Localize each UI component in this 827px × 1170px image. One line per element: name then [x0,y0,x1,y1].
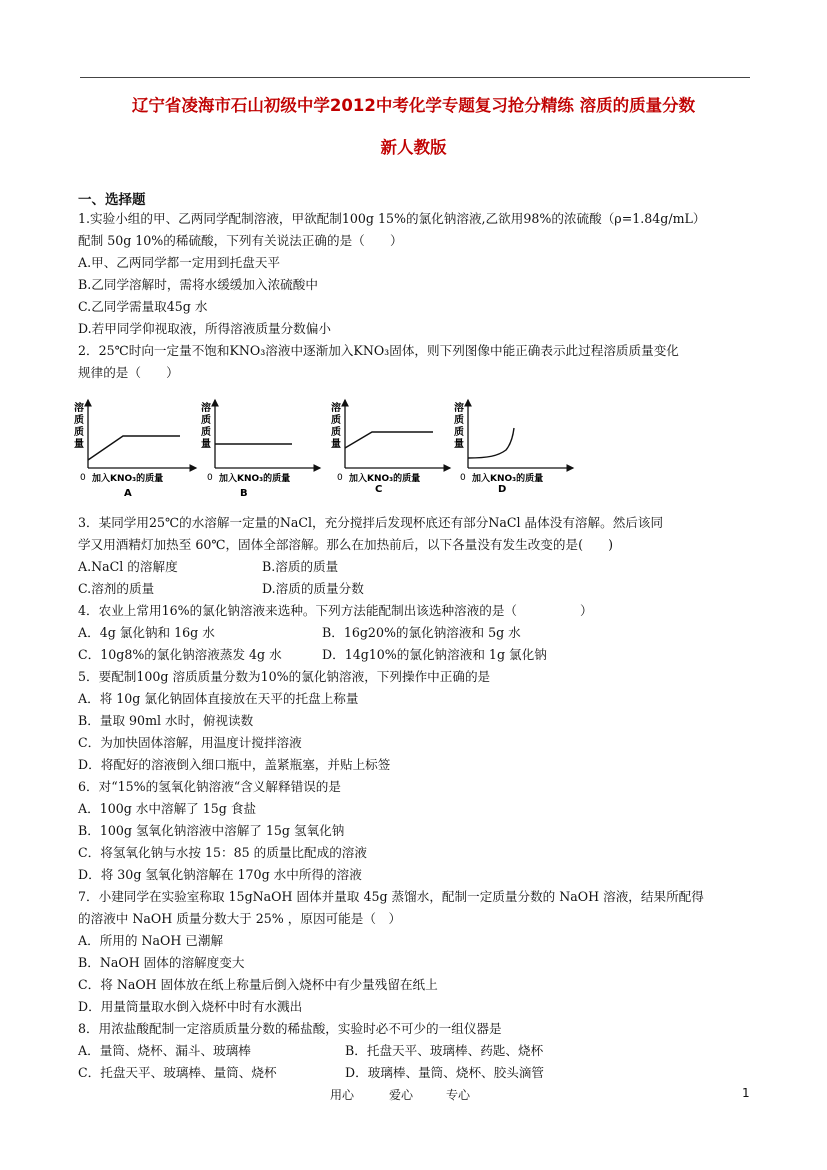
q6-option-d: D．将 30g 氢氧化钠溶解在 170g 水中所得的溶液 [78,867,362,882]
q7-option-d: D．用量筒量取水倒入烧杯中时有水溅出 [78,999,303,1014]
q2-stem-line1: 2．25℃时向一定量不饱和KNO₃溶液中逐渐加入KNO₃固体，则下列图像中能正确表示此过程溶质质量变化 [78,343,679,358]
footer-word-1: 用心 [330,1088,355,1102]
q6-option-c: C．将氢氧化钠与水按 15：85 的质量比配成的溶液 [78,845,367,860]
graph-d-curve [468,428,514,458]
q6-option-a: A．100g 水中溶解了 15g 食盐 [78,801,257,816]
graph-c-xlabel: 加入KNO₃的质量 [349,474,421,484]
q7-stem-line1: 7．小建同学在实验室称取 15gNaOH 固体并量取 45g 蒸馏水，配制一定质量分数的 NaOH 溶液，结果所配得 [78,889,704,904]
q4-option-c: C．10g8%的氯化钠溶液蒸发 4g 水 [78,647,282,662]
q4-option-b: B．16g20%的氯化钠溶液和 5g 水 [322,625,521,640]
graph-d-ylabel-3: 质 [454,427,464,438]
section-heading: 一、选择题 [78,192,146,208]
graph-d-letter: D [498,484,507,495]
graph-b-xlabel: 加入KNO₃的质量 [219,474,291,484]
graph-c-letter: C [375,484,383,495]
graph-b-ylabel-4: 量 [201,439,211,450]
graph-b-letter: B [240,488,248,499]
graph-a [74,400,196,499]
q1-option-c: C.乙同学需量取45g 水 [78,299,208,314]
graph-c-curve [345,432,433,448]
graph-d [454,400,573,495]
q1-option-b: B.乙同学溶解时，需将水缓缓加入浓硫酸中 [78,277,318,292]
q1-option-d: D.若甲同学仰视取液，所得溶液质量分数偏小 [78,321,331,336]
footer-word-2: 爱心 [389,1088,414,1102]
graph-d-ylabel-1: 溶 [454,403,464,414]
graph-b-ylabel-1: 溶 [201,403,211,414]
graph-a-curve [88,436,180,460]
graph-c-origin: 0 [337,473,343,483]
graph-c-ylabel-1: 溶 [331,403,341,414]
q4-stem: 4．农业上常用16%的氯化钠溶液来选种。下列方法能配制出该选种溶液的是（ ） [78,603,593,618]
graph-c-ylabel-4: 量 [331,439,341,450]
q2-stem-line2: 规律的是（ ） [78,365,179,380]
q4-option-a: A．4g 氯化钠和 16g 水 [78,625,215,640]
graph-b-ylabel-3: 质 [201,427,211,438]
document-title-line2: 新人教版 [380,138,447,157]
graph-a-ylabel-3: 质 [74,427,84,438]
q1-stem-line1: 1.实验小组的甲、乙两同学配制溶液，甲欲配制100g 15%的氯化钠溶液,乙欲用98%的浓硫酸（ρ=1.84g/mL） [78,211,706,226]
graph-a-ylabel-2: 质 [74,415,84,426]
q7-option-a: A．所用的 NaOH 已潮解 [78,933,224,948]
q8-option-b: B．托盘天平、玻璃棒、药匙、烧杯 [345,1043,544,1058]
q4-option-d: D．14g10%的氯化钠溶液和 1g 氯化钠 [322,647,547,662]
graph-d-ylabel-4: 量 [454,439,464,450]
q5-option-a: A．将 10g 氯化钠固体直接放在天平的托盘上称量 [78,691,359,706]
q7-option-c: C．将 NaOH 固体放在纸上称量后倒入烧杯中有少量残留在纸上 [78,977,438,992]
graph-b-ylabel-2: 质 [201,415,211,426]
q8-option-d: D．玻璃棒、量筒、烧杯、胶头滴管 [345,1065,545,1080]
graph-b-origin: 0 [207,473,213,483]
q5-stem: 5．要配制100g 溶质质量分数为10%的氯化钠溶液，下列操作中正确的是 [78,669,491,684]
q8-option-a: A．量筒、烧杯、漏斗、玻璃棒 [78,1043,251,1058]
graph-a-origin: 0 [80,473,86,483]
graph-a-xlabel: 加入KNO₃的质量 [92,474,164,484]
q8-stem: 8．用浓盐酸配制一定溶质质量分数的稀盐酸，实验时必不可少的一组仪器是 [78,1021,502,1036]
q8-option-c: C．托盘天平、玻璃棒、量筒、烧杯 [78,1065,277,1080]
graph-c-ylabel-2: 质 [331,415,341,426]
q5-option-d: D．将配好的溶液倒入细口瓶中，盖紧瓶塞，并贴上标签 [78,757,391,772]
graph-a-letter: A [124,488,132,499]
q6-stem: 6．对“15%的氢氧化钠溶液“含义解释错误的是 [78,779,341,794]
q5-option-c: C．为加快固体溶解，用温度计搅拌溶液 [78,735,302,750]
q3-stem-line2: 学又用酒精灯加热至 60℃，固体全部溶解。那么在加热前后，以下各量没有发生改变的是( ) [78,537,614,552]
graph-b [201,400,320,499]
footer-word-3: 专心 [446,1088,471,1102]
q7-stem-line2: 的溶液中 NaOH 质量分数大于 25% ，原因可能是（ ） [78,911,402,926]
graph-d-origin: 0 [460,473,466,483]
page-number: 1 [742,1086,750,1100]
q7-option-b: B．NaOH 固体的溶解度变大 [78,955,245,970]
graph-a-ylabel-4: 量 [74,439,84,450]
q6-option-b: B．100g 氢氧化钠溶液中溶解了 15g 氢氧化钠 [78,823,345,838]
q3-stem-line1: 3．某同学用25℃的水溶解一定量的NaCl，充分搅拌后发现杯底还有部分NaCl 晶体没有溶解。然后该同 [78,515,664,530]
q1-stem-line2: 配制 50g 10%的稀硫酸，下列有关说法正确的是（ ） [78,233,403,248]
document-title-line1: 辽宁省凌海市石山初级中学2012中考化学专题复习抢分精练 溶质的质量分数 [131,96,696,115]
header-rule [80,77,750,78]
q3-option-b: B.溶质的质量 [262,559,339,574]
graph-a-ylabel-1: 溶 [74,403,84,414]
q2-graph-options [68,388,596,503]
q5-option-b: B．量取 90ml 水时，俯视读数 [78,713,254,728]
q3-option-c: C.溶剂的质量 [78,581,155,596]
graph-c [331,400,450,495]
graph-c-ylabel-3: 质 [331,427,341,438]
q1-option-a: A.甲、乙两同学都一定用到托盘天平 [78,255,281,270]
q3-option-d: D.溶质的质量分数 [262,581,364,596]
q3-option-a: A.NaCl 的溶解度 [78,559,178,574]
graph-d-xlabel: 加入KNO₃的质量 [472,474,544,484]
graph-d-ylabel-2: 质 [454,415,464,426]
